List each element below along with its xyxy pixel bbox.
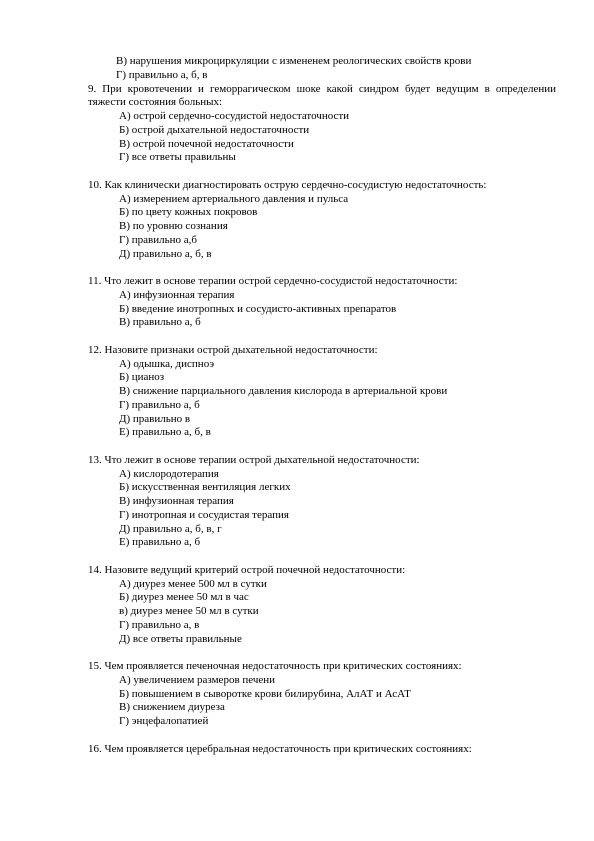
answer-option: Б) введение инотропных и сосудисто-активных препаратов bbox=[119, 302, 397, 315]
answer-option: Д) правильно а, б, в, г bbox=[119, 522, 222, 535]
answer-option: Е) правильно а, б, в bbox=[119, 426, 211, 439]
question-block bbox=[88, 83, 556, 166]
answer-option: А) увеличением размеров печени bbox=[119, 673, 276, 686]
answer-option: в) диурез менее 50 мл в сутки bbox=[119, 605, 259, 617]
answer-option: Г) правильно а,б bbox=[119, 233, 197, 246]
answer-option: Д) правильно а, б, в bbox=[119, 247, 212, 260]
answer-option: В) по уровню сознания bbox=[119, 220, 228, 232]
document-page bbox=[88, 55, 556, 756]
answer-option: Г) правильно а, б, в bbox=[116, 68, 208, 81]
answer-option: А) измерением артериального давления и пульса bbox=[119, 192, 349, 205]
answer-option: А) диурез менее 500 мл в сутки bbox=[119, 577, 267, 590]
answer-option: Д) правильно в bbox=[119, 412, 191, 425]
answer-option: В) снижением диуреза bbox=[119, 701, 225, 714]
question-text: 13. Что лежит в основе терапии острой дыхательной недостаточности: bbox=[88, 453, 420, 466]
answer-option: Б) искусственная вентиляция легких bbox=[119, 481, 291, 494]
question-text: 9. При кровотечении и геморрагическом шоке какой синдром будет ведущим в определении тяжести состояния больных: bbox=[88, 82, 556, 109]
answer-option: В) инфузионная терапия bbox=[119, 495, 234, 507]
answer-option: Б) по цвету кожных покровов bbox=[119, 206, 258, 219]
question-block bbox=[88, 179, 556, 262]
answer-option: А) одышка, диспноэ bbox=[119, 357, 215, 370]
answer-option: Г) энцефалопатией bbox=[119, 715, 209, 727]
answer-option: Г) правильно а, в bbox=[119, 618, 200, 631]
question-block bbox=[88, 743, 556, 757]
answer-option: Е) правильно а, б bbox=[119, 536, 201, 549]
answer-option: Д) все ответы правильные bbox=[119, 632, 242, 645]
answer-option: Б) острой дыхательной недостаточности bbox=[119, 123, 310, 136]
question-list bbox=[88, 83, 556, 757]
answer-option: Б) диурез менее 50 мл в час bbox=[119, 591, 249, 604]
answer-option: Г) инотропная и сосудистая терапия bbox=[119, 508, 289, 521]
answer-option: В) острой почечной недостаточности bbox=[119, 137, 294, 150]
answer-option: В) правильно а, б bbox=[119, 316, 201, 329]
question-block bbox=[88, 275, 556, 330]
answer-option: Г) все ответы правильны bbox=[119, 151, 236, 164]
carryover-options bbox=[88, 55, 556, 83]
question-text: 12. Назовите признаки острой дыхательной недостаточности: bbox=[88, 343, 378, 356]
answer-option: В) нарушения микроциркуляции с измененем реологических свойств крови bbox=[116, 55, 472, 67]
question-block bbox=[88, 344, 556, 440]
question-text: 10. Как клинически диагностировать острую сердечно-сосудистую недостаточность: bbox=[88, 178, 487, 191]
answer-option: Б) цианоз bbox=[119, 371, 165, 384]
question-text: 11. Что лежит в основе терапии острой сердечно-сосудистой недостаточности: bbox=[88, 275, 458, 287]
answer-option: Г) правильно а, б bbox=[119, 398, 200, 411]
answer-option: Б) повышением в сыворотке крови билирубина, АлАТ и АсАТ bbox=[119, 687, 411, 700]
answer-option: А) кислородотерапия bbox=[119, 467, 219, 480]
question-block bbox=[88, 454, 556, 550]
question-text: 15. Чем проявляется печеночная недостаточность при критических состояниях: bbox=[88, 660, 462, 672]
answer-option: А) инфузионная терапия bbox=[119, 288, 235, 301]
question-block bbox=[88, 564, 556, 647]
question-block bbox=[88, 660, 556, 729]
answer-option: В) снижение парциального давления кислорода в артериальной крови bbox=[119, 385, 448, 397]
question-text: 14. Назовите ведущий критерий острой почечной недостаточности: bbox=[88, 563, 406, 576]
question-text: 16. Чем проявляется церебральная недостаточность при критических состояниях: bbox=[88, 742, 472, 755]
answer-option: А) острой сердечно-сосудистой недостаточности bbox=[119, 110, 350, 122]
